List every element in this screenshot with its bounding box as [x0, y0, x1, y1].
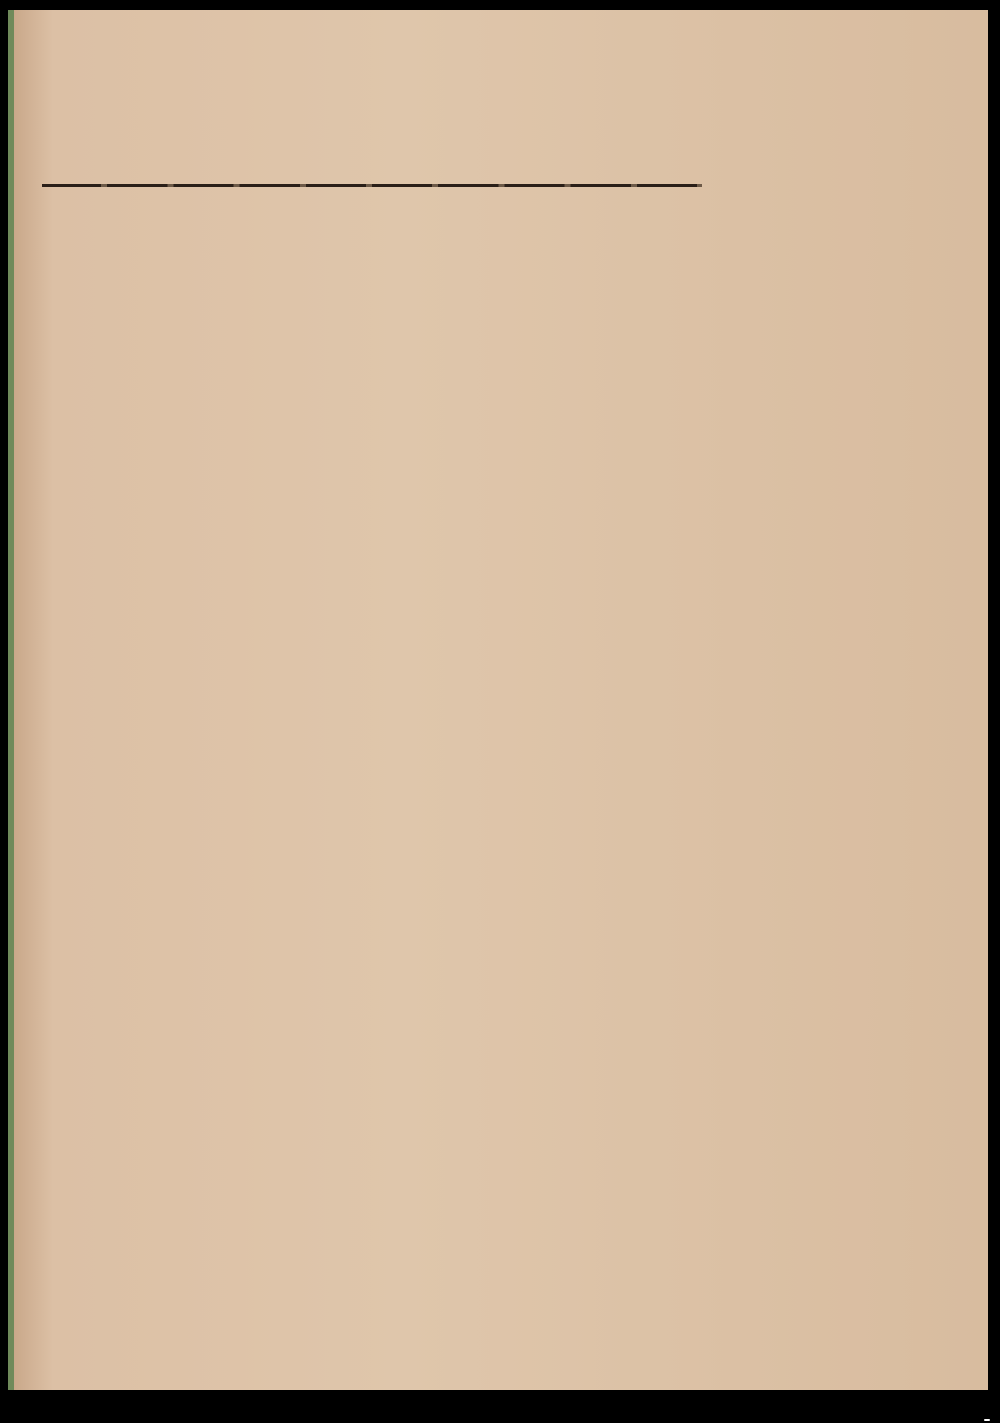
digitization-footer [980, 1419, 990, 1421]
page-text [42, 128, 702, 193]
book-page [8, 10, 988, 1390]
section-rule [42, 184, 702, 187]
dfg-logo [984, 1419, 990, 1421]
running-header [42, 128, 702, 176]
